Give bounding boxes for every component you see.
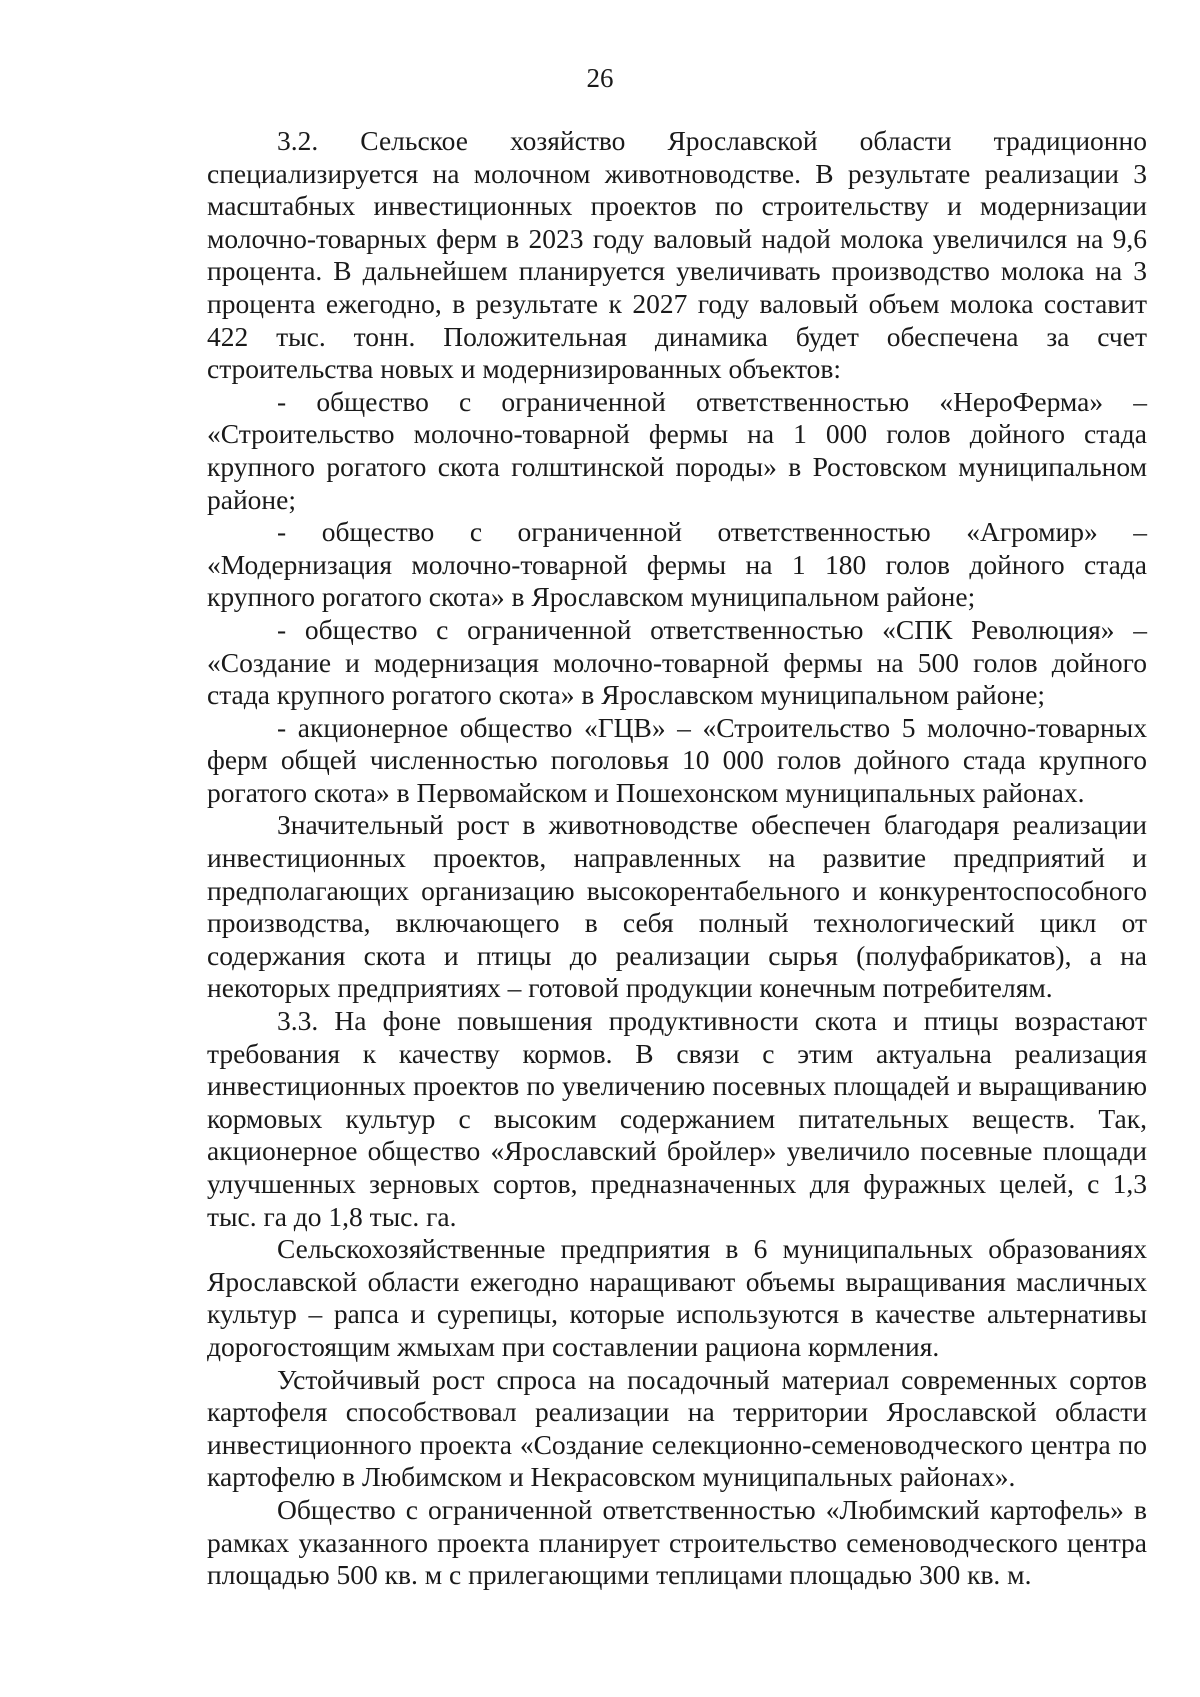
document-body: [207, 125, 1147, 1592]
paragraph-lyubimsky-kartofel: Общество с ограниченной ответственностью «Любимский картофель» в рамках указанного проекта планирует строительство семеноводческого центра площадью 500 кв. м с прилегающими теплицами площадью 300 кв. м.: [207, 1493, 1147, 1591]
list-item-spk-revolyutsiya: - общество с ограниченной ответственностью «СПК Революция» – «Создание и модернизация молочно-товарной фермы на 500 голов дойного стада крупного рогатого скота» в Ярославском муниципальном районе;: [207, 613, 1147, 711]
list-item-neroferma: - общество с ограниченной ответственностью «НероФерма» – «Строительство молочно-товарной фермы на 1 000 голов дойного стада крупного рогатого скота голштинской породы» в Ростовском муниципальном районе;: [207, 385, 1147, 515]
paragraph-oilseed-crops: Сельскохозяйственные предприятия в 6 муниципальных образованиях Ярославской области ежегодно наращивают объемы выращивания масличных культур – рапса и сурепицы, которые используются в качестве альтернативы дорогостоящим жмыхам при составлении рациона кормления.: [207, 1233, 1147, 1362]
list-item-agromir: - общество с ограниченной ответственностью «Агромир» – «Модернизация молочно-товарной фермы на 1 180 голов дойного стада крупного рогатого скота» в Ярославском муниципальном районе;: [207, 516, 1147, 613]
list-item-gtsv: - акционерное общество «ГЦВ» – «Строительство 5 молочно-товарных ферм общей численностью поголовья 10 000 голов дойного стада крупного рогатого скота» в Первомайском и Пошехонском муниципальных районах.: [207, 711, 1147, 808]
paragraph-livestock-growth: Значительный рост в животноводстве обеспечен благодаря реализации инвестиционных проектов, направленных на развитие предприятий и предполагающих организацию высокорентабельного и конкурентоспособного производства, включающего в себя полный технологический цикл от содержания скота и птицы до реализации сырья (полуфабрикатов), а на некоторых предприятиях – готовой продукции конечным потребителям.: [207, 809, 1147, 1004]
paragraph-3-3: 3.3. На фоне повышения продуктивности скота и птицы возрастают требования к качеству кормов. В связи с этим актуальна реализация инвестиционных проектов по увеличению посевных площадей и выращиванию кормовых культур с высоким содержанием питательных веществ. Так, акционерное общество «Ярославский бройлер» увеличило посевные площади улучшенных зерновых сортов, предназначенных для фуражных целей, с 1,3 тыс. га до 1,8 тыс. га.: [207, 1005, 1147, 1232]
page-number: 26: [586, 63, 614, 93]
paragraph-potato-demand: Устойчивый рост спроса на посадочный материал современных сортов картофеля способствовал реализации на территории Ярославской области инвестиционного проекта «Создание селекционно-семеноводческого центра по картофелю в Любимском и Некрасовском муниципальных районах».: [207, 1363, 1147, 1493]
paragraph-3-2: 3.2. Сельское хозяйство Ярославской области традиционно специализируется на молочном животноводстве. В результате реализации 3 масштабных инвестиционных проектов по строительству и модернизации молочно-товарных ферм в 2023 году валовый надой молока увеличился на 9,6 процента. В дальнейшем планируется увеличивать производство молока на 3 процента ежегодно, в результате к 2027 году валовый объем молока составит 422 тыс. тонн. Положительная динамика будет обеспечена за счет строительства новых и модернизированных объектов:: [207, 125, 1147, 385]
